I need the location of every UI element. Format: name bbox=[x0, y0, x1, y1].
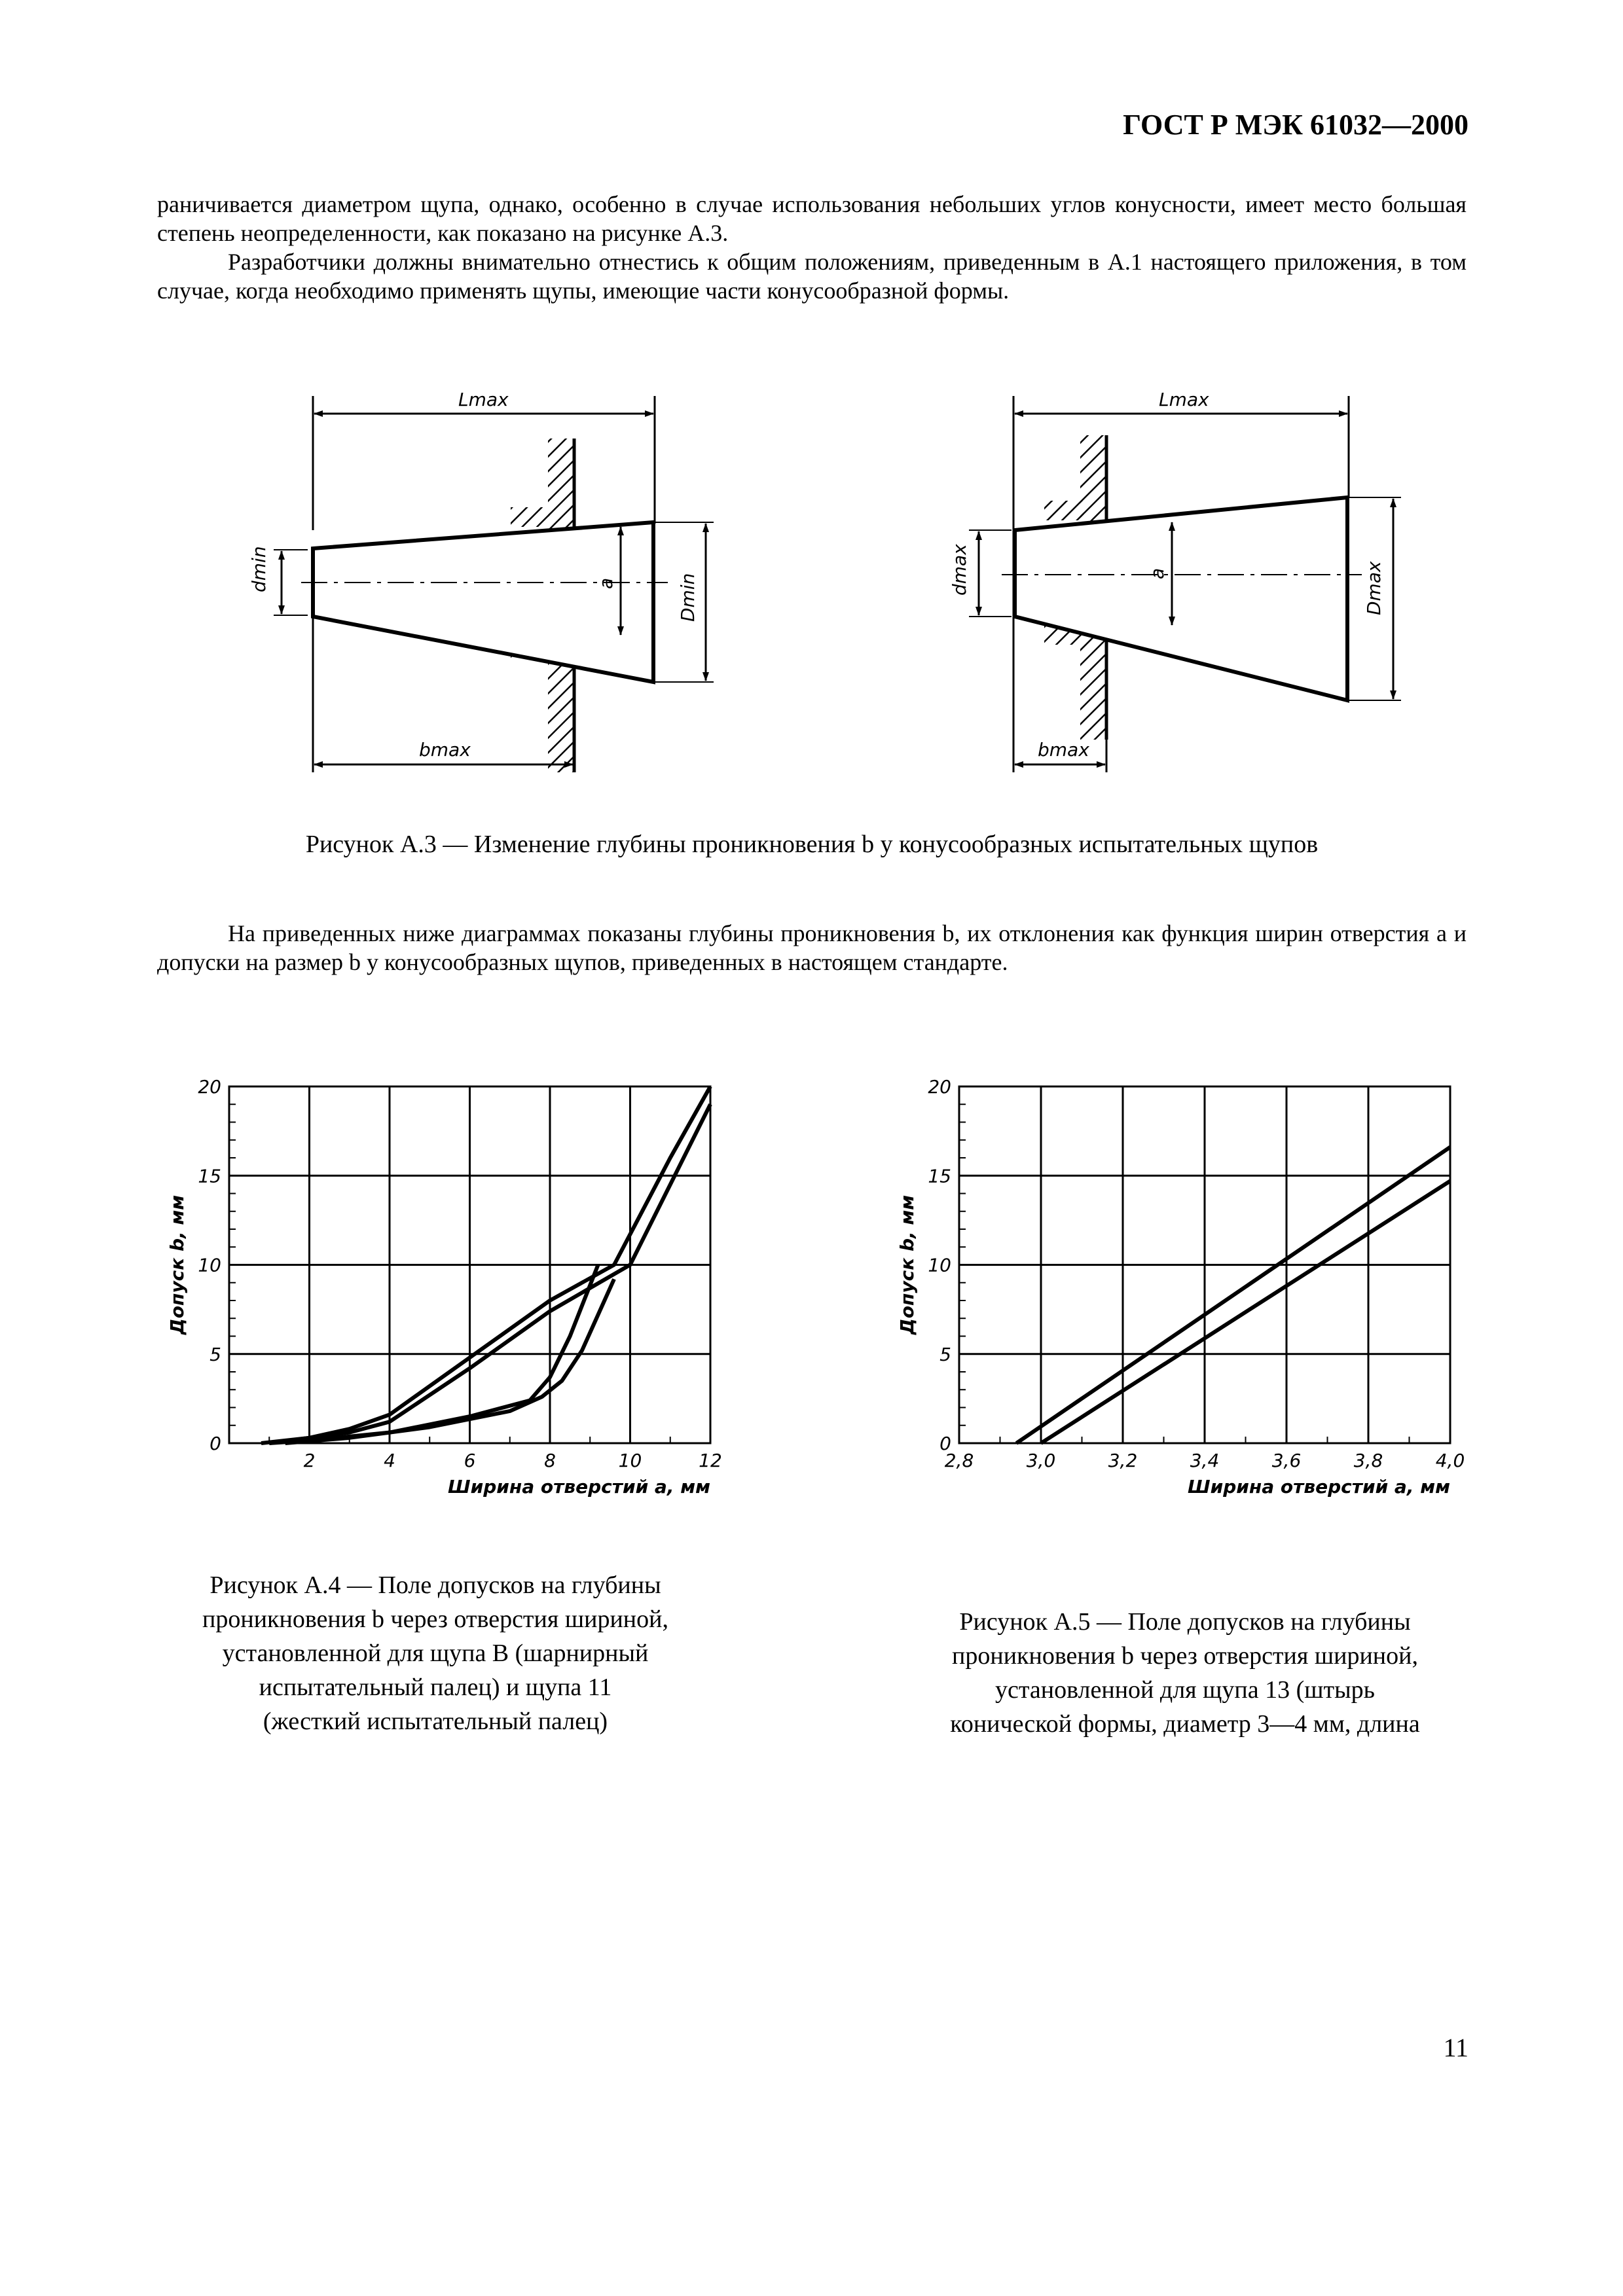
series-line bbox=[1017, 1147, 1451, 1443]
y-tick-label: 10 bbox=[928, 1254, 951, 1276]
x-tick-label: 3,6 bbox=[1271, 1450, 1302, 1471]
caption-line: (жесткий испытательный палец) bbox=[263, 1708, 608, 1735]
page-number: 11 bbox=[1443, 2033, 1468, 2062]
x-tick-label: 2,8 bbox=[944, 1450, 974, 1471]
y-tick-label: 20 bbox=[198, 1076, 221, 1098]
caption-line: испытательный палец) и щупа 11 bbox=[259, 1674, 612, 1701]
paragraph: Разработчики должны внимательно отнестись к общим положениям, приведенным в А.1 настоящего приложения, в том случае, когда необходимо применять щупы, имеющие части конусообразной формы. bbox=[157, 249, 1467, 304]
x-axis-label: Ширина отверстий a, мм bbox=[448, 1476, 710, 1498]
x-tick-label: 3,0 bbox=[1026, 1450, 1056, 1471]
x-tick-label: 2 bbox=[303, 1450, 316, 1471]
series-line bbox=[269, 1104, 710, 1443]
y-axis-label: Допуск b, мм bbox=[896, 1194, 918, 1335]
y-tick-label: 20 bbox=[928, 1076, 951, 1098]
x-tick-label: 8 bbox=[544, 1450, 556, 1471]
caption-line: установленной для щупа 13 (штырь bbox=[994, 1676, 1376, 1704]
caption-line: проникновения b через отверстия шириной, bbox=[202, 1605, 668, 1633]
figure-a5-caption bbox=[890, 1605, 1480, 1741]
x-tick-label: 10 bbox=[618, 1450, 642, 1471]
dim-label-a: a bbox=[1146, 567, 1168, 579]
y-tick-label: 10 bbox=[198, 1254, 221, 1276]
x-tick-label: 4 bbox=[384, 1450, 395, 1471]
series-line bbox=[1041, 1181, 1450, 1443]
x-axis-label: Ширина отверстий a, мм bbox=[1188, 1476, 1450, 1498]
dim-label-dcap: Dmax bbox=[1363, 561, 1385, 615]
dim-label-l: Lmax bbox=[458, 389, 509, 410]
figure-a3 bbox=[0, 367, 1623, 825]
caption-line: Рисунок А.5 — Поле допусков на глубины bbox=[959, 1608, 1411, 1636]
caption-line: проникновения b через отверстия шириной, bbox=[952, 1642, 1418, 1670]
y-tick-label: 5 bbox=[939, 1343, 951, 1365]
probe-diagram-left bbox=[248, 389, 714, 772]
x-tick-label: 3,2 bbox=[1108, 1450, 1138, 1471]
dim-label-dcap: Dmin bbox=[677, 573, 699, 622]
caption-line: конической формы, диаметр 3—4 мм, длина bbox=[950, 1710, 1420, 1738]
chart-a5 bbox=[877, 1060, 1486, 1518]
dim-label-b: bmax bbox=[1038, 739, 1089, 761]
body-text bbox=[157, 919, 1467, 977]
y-axis-label: Допуск b, мм bbox=[166, 1194, 188, 1335]
dim-label-d: dmin bbox=[248, 546, 270, 592]
paragraph: раничивается диаметром щупа, однако, особенно в случае использования небольших углов конусности, имеет место большая степень неопределенности, как показано на рисунке А.3. bbox=[157, 191, 1467, 246]
paragraph: На приведенных ниже диаграммах показаны глубины проникновения b, их отклонения как функция ширин отверстия a и допуски на размер b у конусообразных щупов, приведенных в настоящем стандарте. bbox=[157, 920, 1467, 975]
dim-label-a: a bbox=[595, 577, 617, 589]
dim-label-d: dmax bbox=[949, 544, 970, 596]
chart-a4 bbox=[151, 1060, 740, 1518]
caption-line: установленной для щупа B (шарнирный bbox=[222, 1640, 649, 1667]
dim-label-l: Lmax bbox=[1159, 389, 1209, 410]
y-tick-label: 15 bbox=[198, 1165, 221, 1187]
x-tick-label: 3,4 bbox=[1190, 1450, 1220, 1471]
figure-a3-caption: Рисунок А.3 — Изменение глубины проникновения b у конусообразных испытательных щупов bbox=[305, 831, 1319, 858]
y-tick-label: 5 bbox=[210, 1343, 221, 1365]
dim-label-b: bmax bbox=[419, 739, 471, 761]
x-tick-label: 3,8 bbox=[1353, 1450, 1383, 1471]
y-tick-label: 0 bbox=[939, 1433, 951, 1454]
caption-line: Рисунок А.4 — Поле допусков на глубины bbox=[210, 1571, 661, 1599]
y-tick-label: 15 bbox=[928, 1165, 951, 1187]
page-header: ГОСТ Р МЭК 61032—2000 bbox=[1123, 109, 1468, 141]
probe-diagram-right bbox=[949, 389, 1401, 772]
x-tick-label: 4,0 bbox=[1435, 1450, 1465, 1471]
x-tick-label: 12 bbox=[699, 1450, 722, 1471]
intro-text bbox=[157, 190, 1467, 305]
figure-a4-caption bbox=[151, 1568, 720, 1738]
y-tick-label: 0 bbox=[210, 1433, 221, 1454]
x-tick-label: 6 bbox=[464, 1450, 476, 1471]
